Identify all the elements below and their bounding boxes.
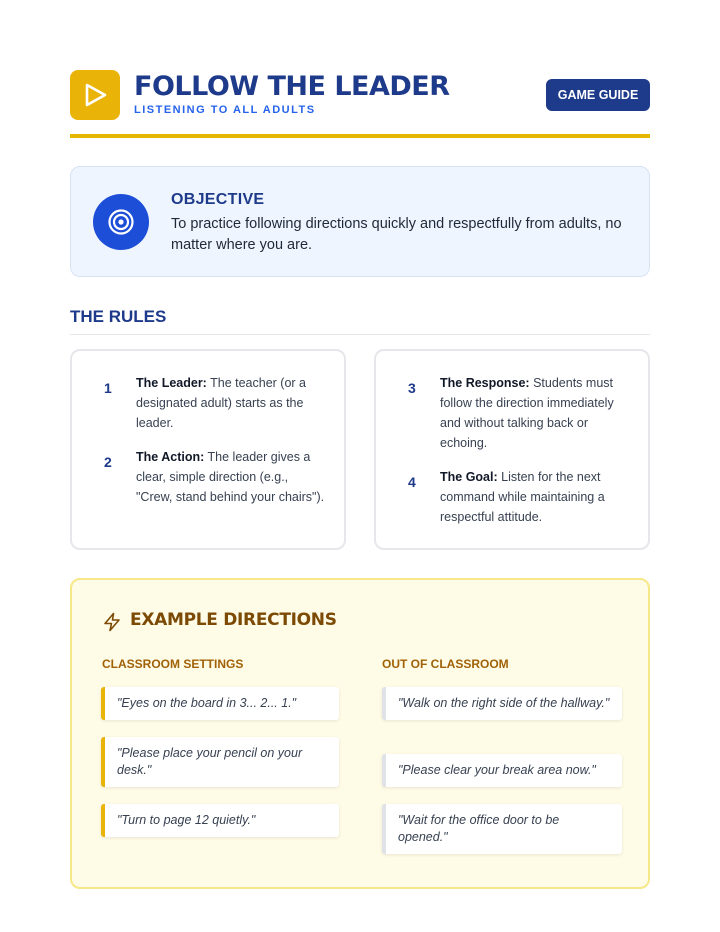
objective-heading: OBJECTIVE [171,191,265,208]
logo [70,70,120,120]
example-quote: "Please place your pencil on your desk." [101,737,339,787]
classroom-settings-label: CLASSROOM SETTINGS [102,657,244,671]
objective-icon-badge [93,194,149,250]
example-quote: "Wait for the office door to be opened." [382,804,622,854]
rule-description: The teacher (or a designated adult) starts as the leader. [136,376,306,430]
example-quote: "Eyes on the board in 3... 2... 1." [101,687,339,720]
rule-title: The Leader: [136,376,207,390]
example-directions-panel [70,578,650,889]
play-icon [82,82,108,108]
rules-card-right [374,349,650,550]
rule-text [440,467,630,527]
rule-number: 2 [104,454,112,470]
out-of-classroom-label: OUT OF CLASSROOM [382,657,509,671]
rule-description: Listen for the next command while maintaining a respectful attitude. [440,470,605,524]
examples-heading-text: EXAMPLE DIRECTIONS [130,610,337,630]
rule-number: 4 [408,474,416,490]
rule-number: 1 [104,380,112,396]
rule-description: The leader gives a clear, simple direction (e.g., "Crew, stand behind your chairs"). [136,450,325,504]
rule-description: Students must follow the direction immediately and without talking back or echoing. [440,376,614,450]
rule-title: The Action: [136,450,205,464]
objective-text: To practice following directions quickly and respectfully from adults, no matter where you are. [171,216,622,253]
example-quote: "Please clear your break area now." [382,754,622,787]
lightning-icon [102,612,122,632]
rule-text [136,447,326,507]
rule-text [136,373,326,433]
rule-title: The Response: [440,376,530,390]
rule-title: The Goal: [440,470,498,484]
rules-heading: THE RULES [70,307,650,335]
rule-text [440,373,630,453]
example-quote: "Walk on the right side of the hallway." [382,687,622,720]
page-title: FOLLOW THE LEADER [134,71,450,102]
page-header [70,70,650,138]
objective-panel [70,166,650,277]
game-guide-button[interactable]: GAME GUIDE [546,79,650,111]
example-quote: "Turn to page 12 quietly." [101,804,339,837]
rules-card-left [70,349,346,550]
target-icon [107,208,135,236]
rule-number: 3 [408,380,416,396]
page-subtitle: LISTENING TO ALL ADULTS [134,104,316,116]
